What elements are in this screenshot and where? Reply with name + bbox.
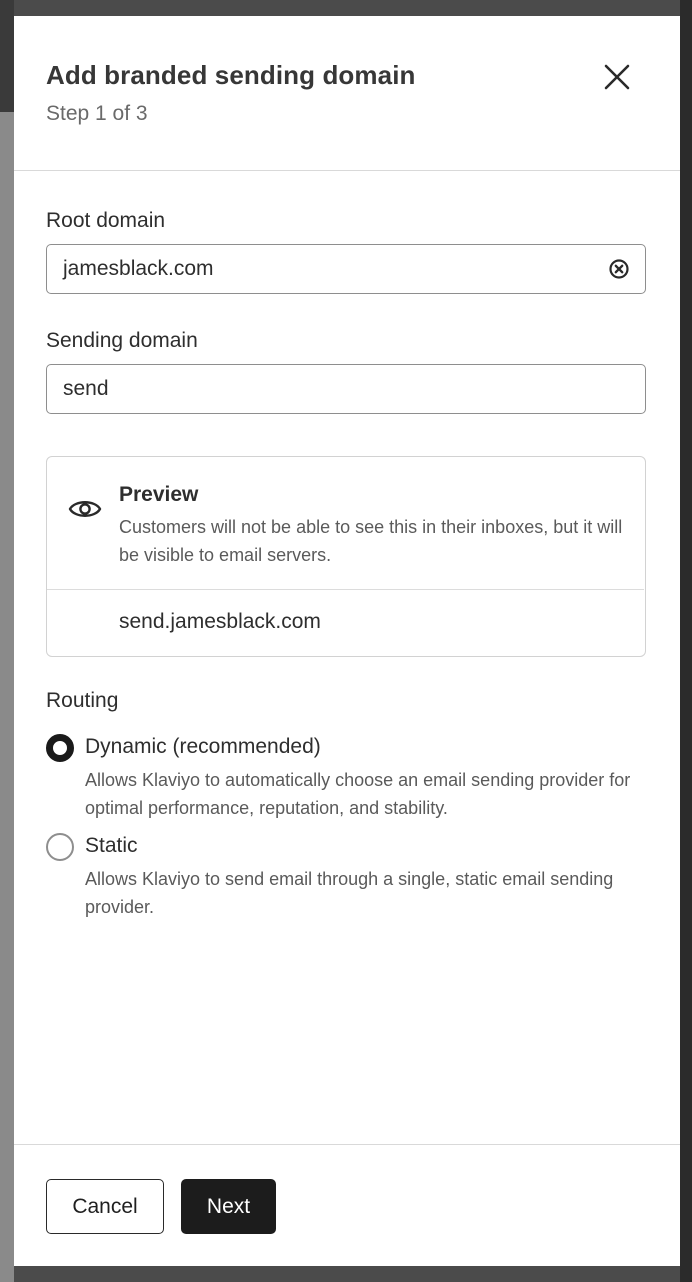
sending-domain-label: Sending domain [46, 329, 198, 352]
root-domain-input[interactable] [46, 244, 646, 294]
sending-domain-input[interactable] [46, 364, 646, 414]
close-icon [604, 64, 630, 90]
preview-description: Customers will not be able to see this in their inboxes, but it will be visible to email servers. [119, 517, 623, 565]
next-button[interactable]: Next [181, 1179, 276, 1234]
routing-label: Routing [46, 689, 119, 712]
root-domain-value: jamesblack.com [63, 257, 214, 280]
backdrop-page-edge [0, 0, 14, 1282]
modal-title: Add branded sending domain [46, 60, 416, 90]
add-sending-domain-modal [14, 16, 680, 1266]
preview-card [46, 456, 646, 657]
modal-footer [14, 1144, 680, 1266]
backdrop-right-edge [680, 0, 692, 1282]
preview-header [47, 457, 644, 590]
radio-button-unselected[interactable] [46, 833, 74, 861]
root-domain-label: Root domain [46, 209, 166, 232]
routing-option-description: Allows Klaviyo to send email through a single, static email sending provider. [85, 869, 614, 917]
preview-domain-value: send.jamesblack.com [119, 610, 321, 633]
radio-button-selected[interactable] [46, 734, 74, 762]
routing-option-label: Static [85, 834, 138, 857]
step-indicator: Step 1 of 3 [46, 102, 148, 125]
close-button[interactable] [600, 60, 634, 94]
sending-domain-value: send [63, 377, 109, 400]
clear-input-icon[interactable] [607, 257, 631, 281]
cancel-button[interactable]: Cancel [46, 1179, 164, 1234]
routing-option-description: Allows Klaviyo to automatically choose an email sending provider for optimal performance, reputation, and stability. [85, 770, 631, 818]
modal-header [14, 16, 680, 171]
preview-title: Preview [119, 483, 199, 506]
routing-option-label: Dynamic (recommended) [85, 735, 321, 758]
eye-icon [68, 495, 102, 523]
